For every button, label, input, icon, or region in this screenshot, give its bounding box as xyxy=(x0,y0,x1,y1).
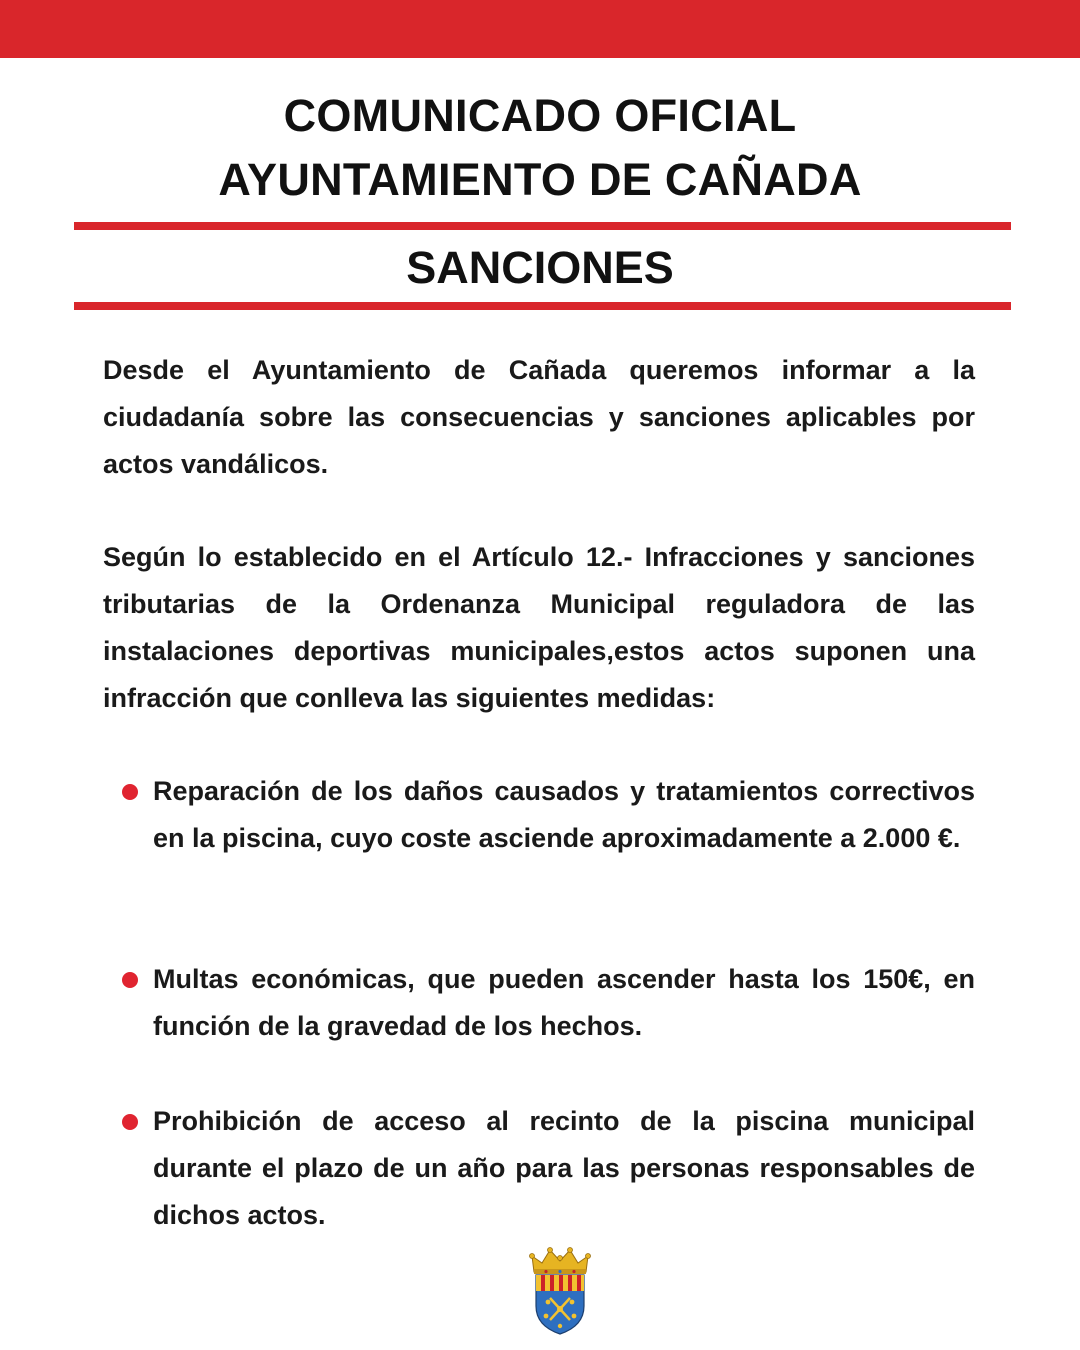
list-item xyxy=(122,768,975,862)
divider-top xyxy=(74,222,1011,230)
divider-bottom xyxy=(74,302,1011,310)
title-line-2: AYUNTAMIENTO DE CAÑADA xyxy=(218,154,862,205)
page-title xyxy=(0,84,1080,212)
title-line-1: COMUNICADO OFICIAL xyxy=(283,90,797,141)
legal-basis-paragraph: Según lo establecido en el Artículo 12.- Infracciones y sanciones tributarias de la Ordenanza Municipal reguladora de las instalaciones deportivas municipales,estos actos suponen una infracción que conlleva las siguientes medidas: xyxy=(103,542,975,713)
intro-paragraph: Desde el Ayuntamiento de Cañada queremos informar a la ciudadanía sobre las consecuencias y sanciones aplicables por actos vandálicos. xyxy=(103,355,975,479)
bullet-dot-icon xyxy=(122,972,138,988)
top-banner-bar xyxy=(0,0,1080,58)
list-item-text: Multas económicas, que pueden ascender hasta los 150€, en función de la gravedad de los hechos. xyxy=(153,964,975,1041)
list-item-text: Prohibición de acceso al recinto de la piscina municipal durante el plazo de un año para las personas responsables de dichos actos. xyxy=(153,1106,975,1230)
list-item xyxy=(122,1098,975,1239)
bullet-dot-icon xyxy=(122,784,138,800)
coat-of-arms-icon xyxy=(526,1246,594,1336)
bullet-dot-icon xyxy=(122,1114,138,1130)
list-item-text: Reparación de los daños causados y tratamientos correctivos en la piscina, cuyo coste asciende aproximadamente a 2.000 €. xyxy=(153,776,975,853)
section-title: SANCIONES xyxy=(406,242,674,293)
list-item xyxy=(122,956,975,1050)
